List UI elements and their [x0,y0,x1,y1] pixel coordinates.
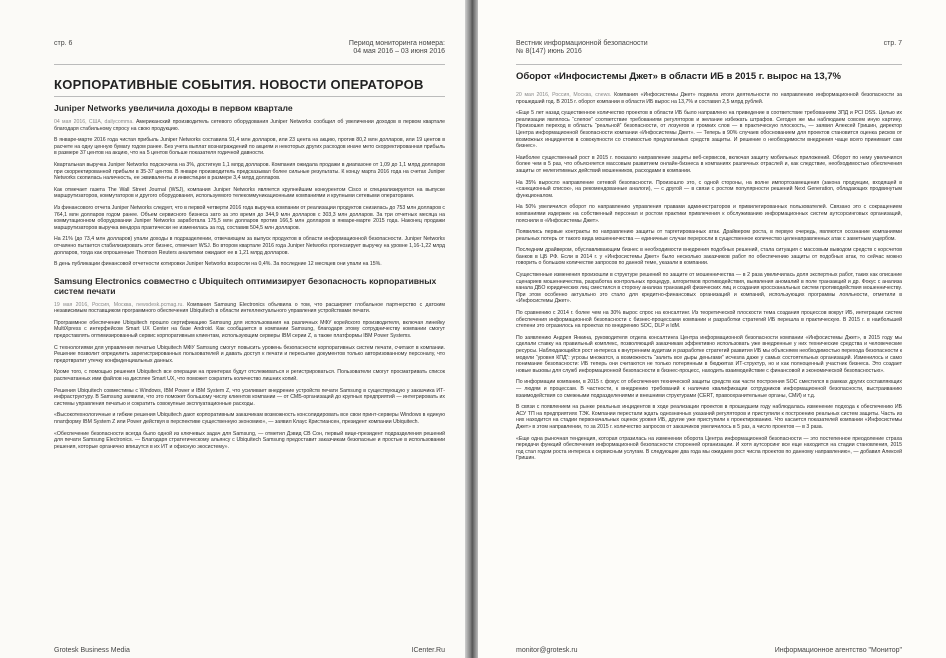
article-meta: 20 мая 2016, Россия, Москва, cnews. [516,92,612,98]
article-paragraph: Решения Ubiquitech совместимы с Windows, IBM Power и IBM System Z, что усиливает внедрение устройств печати Samsung в существующую у заказчика ИТ-инфраструктуру. В Samsung заявили, что это поможет большому числу клиентов компании — от СМБ-организаций до крупных предприятий — интегрировать их системы управления печатью и сократить совокупные эксплуатационные расходы. [54,387,445,407]
section-title: КОРПОРАТИВНЫЕ СОБЫТИЯ. НОВОСТИ ОПЕРАТОРОВ [54,71,445,97]
article-meta: 04 мая 2016, США, dailycomma. [54,119,134,125]
article-title-juniper: Juniper Networks увеличила доходы в первом квартале [54,103,293,113]
journal-title: Вестник информационной безопасности [516,40,648,47]
article-paragraph: «Еще одна рыночная тенденция, которая отразилась на изменении оборота Центра информационной безопасности — это постепенное преодоление страха передачи функций обеспечения информационной безопасности сторонней организации. И хотя аутсорсинг все еще находится на стадии становления, 2015 год стал годом роста интереса к сервисным услугам. В следующие два года мы ожидаем рост числа проектов по данному направлению», — добавил Алексей Гришин. [516,435,902,462]
monitoring-period-dates: 04 мая 2016 – 03 июня 2016 [353,48,445,55]
footer-publisher: Grotesk Business Media [54,647,130,654]
article-paragraph: На 21% (до 73,4 млн долларов) упали доходы в подразделении, отвечающем за выпуск продуктов в области информационной безопасности. Juniper Networks отчаянно пытается стабилизировать этот бизнес, отмечает WSJ. Во втором квартале 2016 года Juniper Networks прогнозирует выручку на уровне 1,16-1,22 млрд долларов, тогда как опрошенные Thomson Reuters аналитики ожидают ее в 1,21 млрд долларов. [54,236,445,256]
article-paragraph: 19 мая 2016, Россия, Москва, newsdesk.pcmag.ru. Компания Samsung Electronics объявила о том, что расширяет глобальное партнерство с датским независимым поставщиком программного обеспечения Ubiquitech в области интеллектуального управления устройствами печати. [54,301,445,315]
page-number: стр. 7 [883,40,902,47]
article-paragraph: «Обеспечение безопасности всегда было одной из ключевых задач для Samsung, — отметил Дэвид СВ Сон, первый вице-президент подразделения решений для печати Samsung Electronics. — Благодаря стратегическому альянсу с Ubiquitech Samsung предоставит заказчикам безопасные и простые в использовании решения, которые органично впишутся в их ИТ и офисную экосистему». [54,430,445,450]
monitoring-period-label: Период мониторинга номера: [348,40,445,47]
article-paragraph: «Еще 5 лет назад существенное количество проектов в области ИБ было направлено на приведение в соответствие требованиям ЗПД и PCI DSS. Целью их реализации являлось “слепое” соответствие требованиям регуляторов и желание избежать штрафов. Сегодня же мы наблюдаем совсем иную картину. Произошел переход в область “реальной” безопасности, от лозунгов и громких слов — в практическую плоскость, — заявил Алексей Гришин, директор Центра информационной безопасности компании «Инфосистемы Джет». — Теперь в 90% случаев обоснованием для проектов становится оценка рисков от возможных инцидентов в совокупности со стоимостью предлагаемых средств защиты. И решение о необходимости внедрения чаще всего принимает сам бизнес». [516,110,902,150]
issue-number: № 8(147) июнь 2016 [516,48,582,55]
article-paragraph: Программное обеспечение Ubiquitech прошло сертификацию Samsung для использования на различных МФУ корейского производителя, включая линейку MultiXpress с интерфейсом Smart UX Center на базе Android. Как сообщается в компании Samsung, благодаря этому сотрудничеству компании смогут предоставлять оптимизированный сервис корпоративным клиентам, использующим серверы IBM серии Z, а также платформы IBM Power Systems. [54,319,445,340]
article-paragraph: Последним драйвером, обуславливающим бизнес в необходимости внедрения подобных решений, стала ситуация с массовым выводом средств с корсчетов банков в ЦБ РФ. Если в 2014 г. у «Инфосистемы Джет» было несколько заказчиков работ по обеспечению защиты от подобных атак, то сейчас можно говорить о большом количестве запросов по данной теме, указали в компании. [516,247,902,267]
article-paragraph: По сравнению с 2014 г. более чем на 30% вырос спрос на консалтинг. Из теоретической плоскости тема создания процессов вокруг ИБ, интеграции систем обеспечения информационной безопасности с бизнес-процессами компании и разработки стратегий ИБ перешла в практическую. В 2015 г. в наибольшей степени это отразилось на проектах по внедрению SOC, DLP и IdM. [516,310,902,330]
footer-agency: Информационное агентство "Монитор" [774,647,902,654]
book-gutter [465,0,478,658]
article-paragraph: Квартальная выручка Juniper Networks подскочила на 3%, достигнув 1,1 млрд долларов. Компания ожидала продажи в диапазоне от 1,09 до 1,1 млрд долларов при скорректированной прибыли в 35-37 центов. В январе производитель предсказывал более сильные результаты. К концу марта 2016 года на счетах Juniper Networks скопилась наличность, ее эквиваленты и инвестиции в размере 3,4 млрд долларов. [54,161,445,182]
article-paragraph: На 50% увеличился оборот по направлению управления правами администраторов и привилегированных пользователей. Связано это с сокращением компаниями издержек на собственный персонал и ростом практики привлечения к обслуживанию информационных систем аутсорсинговых организаций, пояснили в «Инфосистемы Джет». [516,204,902,224]
footer-site: ICenter.Ru [411,647,445,654]
right-page-header [516,40,902,65]
article-paragraph: Существенные изменения произошли в структуре решений по защите от мошенничества — в 2 раза увеличилась доля экспертных работ, таких как описание сценариев мошенничества, разработка контрольных процедур, алгоритмов противодействия, выявления аномалий в поле транзакций и др. Фокус с анализа канала ДБО юридических лиц сместился в сторону анализа транзакций физических лиц и создания кроссканальных систем противодействия мошенничеству. При этом особенно актуально это стало для кредитно-финансовых организаций и компаний, использующих программы лояльности, отметили в «Инфосистемы Джет». [516,272,902,305]
article-paragraph: Наиболее существенный рост в 2015 г. показало направление защиты веб-сервисов, включая защиту мобильных приложений. Оборот по нему увеличился более чем в 5 раз, что объясняется массовым развитием онлайн-бизнеса в компаниях различных отраслей и, как следствие, необходимостью обеспечения защиты от нелегитимных действий мошенников, расходами в компании. [516,154,902,174]
article-paragraph: По информации компании, в 2015 г. фокус от обеспечения технической защиты средств как части построения SOC сместился в рамках других составляющих — людям и процессам. В частности, к внедрению требований к наличию квалификации сотрудников информационной безопасности, выстраиванию взаимодействия со смежными подразделениями и внешними структурами (CERT, правоохранительные органы, СМИ) и т.д. [516,379,902,399]
article-title-jet: Оборот «Инфосистемы Джет» в области ИБ в 2015 г. вырос на 13,7% [516,71,841,82]
footer-email: monitor@grotesk.ru [516,647,578,654]
article-paragraph: «Высокотехнологичные и гибкие решения Ubiquitech дают корпоративным заказчикам возможность консолидировать все свои принт-серверы Windows в единую платформу IBM System Z или Power действуя в перспективе существенную экономию», — заявил Клаус Кристиансен, президент компании Ubiquitech. [54,412,445,425]
article-paragraph: С технологиями для управления печатью Ubiquitech МФУ Samsung смогут повысить уровень безопасности корпоративных систем печати, считают в компании. Решение позволит определить зарегистрированных пользователей и давать доступ к печати и пересылке документов только авторизованному персоналу, что предотвратит утечку конфиденциальных данных. [54,344,445,364]
article-paragraph: По заявлению Андрея Янкина, руководителя отдела консалтинга Центра информационной безопасности компании «Инфосистемы Джет», в 2015 году мы сделали ставку на правильный комплекс, позволяющий заказчикам эффективно использовать уже внедренные у них технические средства и человеческие ресурсы. Наблюдающийся рост интереса к внутренним аудитам и разработке стратегий развития ИБ мы объясняем необходимостью перехода безопасности к модели “уровня КПД”: угрозы множатся, а возможность “залить все дыры деньгами” исчезла даже у самых состоятельных организаций. Изменилось и само понимание безопасности: ИБ теперь они считаются не только потерянным в бюджетах ИТ-структур, но и как полноценный участник бизнеса. Это создает новые вызовы для служб информационной безопасности в бизнес-процесс, находить взаимодействие с финансовой и экономической безопасностью». [516,334,902,374]
article-paragraph: Кроме того, с помощью решения Ubiquitech все операции на принтерах будут отслеживаться и регистрироваться. Пользователи смогут просматривать список распечатанных ими файлов на дисплее Smart UX, что поможет сократить количество лишних копий. [54,369,445,383]
article-paragraph: Появились первые контракты по направлению защиты от таргетированных атак. Драйвером роста, в первую очередь, являются осознание компаниями реальных потерь от такого вида мошенничества — единичные случаи переросли в существенное количество целенаправленных атак с заметным ущербом. [516,229,902,242]
left-page [0,0,465,658]
article-paragraph: На 35% выросло направление сетевой безопасности. Произошло это, с одной стороны, на волне импортозамещения (закона продукции, входящей в «санкционный список», на рекомендованные аналоги), — с другой — в связи с ростом популярности решений Next Generation, обладающих продвинутым функционалом. [516,179,902,199]
article-paragraph: 04 мая 2016, США, dailycomma. Американский производитель сетевого оборудования Juniper Networks сообщил об увеличении доходов в первом квартале благодаря стабильному спросу на свою продукцию. [54,119,445,132]
left-page-header [54,40,445,65]
article-meta: 19 мая 2016, Россия, Москва, newsdesk.pcmag.ru. [54,301,184,308]
article-paragraph: В связи с появлением на рынке реальных инцидентов в ходе реализации проектов в прошедшем году наблюдалась изменение подхода к обеспечению ИБ АСУ ТП на предприятиях ТЭК. Компании перестали ждать однозначных указаний регуляторов и приступили к построению реальных систем защиты. Часть из них находится на стадии первоначальных оценок уровня ИБ, другие уже приступили к проектированию. Что касается показателей компании «Инфосистемы Джет» в этом направлении, то за 2015 г. количество запросов от заказчиков увеличилось в 5 раз, а число проектов — в 3 раза. [516,404,902,430]
article-paragraph: В день публикации финансовой отчетности котировки Juniper Networks возросли на 0,4%. За последние 12 месяцев они упали на 15%. [54,261,382,268]
article-title-samsung: Samsung Electronics совместно с Ubiquitech оптимизирует безопасность корпоративных систем печати [54,275,437,296]
page-number: стр. 6 [54,40,73,47]
article-paragraph: Из финансового отчета Juniper Networks следует, что в первой четверти 2016 года выручка компании от реализации продуктов снизилась до 753 млн долларов с 764,1 млн долларов годом ранее. Объем сервисного бизнеса зато за это время до 344,9 млн долларов с 303,3 млн долларов. За три отчетных месяца на коммутационном оборудовании Juniper Networks заработала 175,5 млн долларов против 166,5 млн долларов в январе-марте 2015 года. Наконец продажи маршрутизаторов выручка вендора практически не изменилась за год, составив 504,5 млн долларов. [54,204,445,231]
article-paragraph: Как отмечает газета The Wall Street Journal (WSJ), компания Juniper Networks является крупнейшим конкурентом Cisco и специализируется на выпуске маршрутизаторов, коммутаторов и другого оборудования, используемого телекоммуникационными компаниями и крупными сетевыми операторами. [54,186,445,200]
article-paragraph: В январе-марте 2016 года чистая прибыль Juniper Networks составила 91,4 млн долларов, или 23 цента на акцию, против 80,2 млн долларов, или 19 центов в расчете на одну ценную бумагу годом ранее. Без учета выплат вознаграждений по акциям и некоторых других расходов иначе мето скорректированная прибыль в размере 37 центов на акцию, что на 5 центов больше показателя годичной давности. [54,137,445,157]
article-paragraph: 20 мая 2016, Россия, Москва, cnews. Компания «Инфосистемы Джет» подвела итоги деятельности по направлению информационной безопасности за прошедший год. В 2015 г. оборот компании в области ИБ вырос на 13,7% и составил 2,5 млрд рублей. [516,92,902,105]
right-page [478,0,946,658]
